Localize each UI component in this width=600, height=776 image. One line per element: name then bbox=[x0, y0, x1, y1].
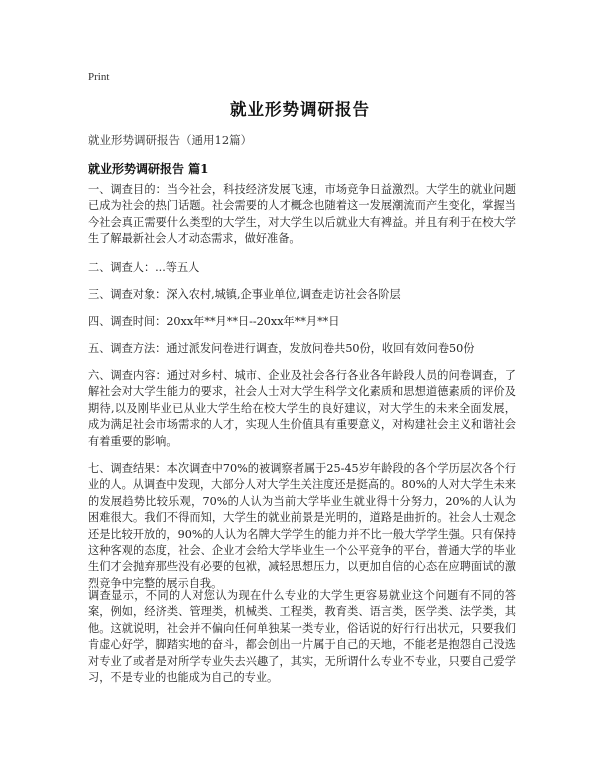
page-title: 就业形势调研报告 bbox=[230, 100, 370, 119]
paragraph-method: 五、调查方法：通过派发问卷进行调查，发放问卷共50份，收回有效问卷50份 bbox=[88, 342, 475, 355]
paragraph-time: 四、调查时间：20xx年**月**日--20xx年**月**日 bbox=[88, 315, 340, 328]
section-heading: 就业形势调研报告 篇1 bbox=[88, 162, 209, 176]
paragraph-purpose: 一、调查目的：当今社会，科技经济发展飞速，市场竞争日益激烈。大学生的就业问题已成为社会的热门话题。社会需要的人才概念也随着这一发展潮流而产生变化，掌握当今社会真正需要什么类型的大学生，对大学生以后就业大有裨益。并且有利于在校大学生了解最新社会人才动态需求，做好准备。 bbox=[88, 183, 516, 246]
subtitle: 就业形势调研报告（通用12篇） bbox=[88, 133, 253, 147]
paragraph-content: 六、调查内容：通过对乡村、城市、企业及社会各行各业各年龄段人员的问卷调查，了解社会对大学生能力的要求，社会人士对大学生科学文化素质和思想道德素质的评价及期待,以及刚毕业已从业大学生给在校大学生的良好建议，对大学生的未来全面发展，成为满足社会市场需求的人才，实现人生价值具有重要意义，对构建社会主义和谐社会有着重要的影响。 bbox=[88, 369, 516, 448]
paragraph-results: 七、调查结果：本次调查中70%的被调察者属于25-45岁年龄段的各个学历层次各个行业的人。从调查中发现，大部分人对大学生关注度还是挺高的。80%的人对大学生未来的发展趋势比较乐观，70%的人认为当前大学毕业生就业得十分努力，20%的人认为困难很大。我们不得而知，大学生的就业前景是光明的，道路是曲折的。社会人士观念还是比较开放的，90%的人认为名牌大学学生的能力并不比一般大学学生强。只有保持这种客观的态度，社会、企业才会给大学毕业生一个公平竞争的平台，普通大学的毕业生们才会抛弃那些没有必要的包袱，减轻思想压力，以更加自信的心态在应聘面试的激烈竞争中完整的展示自我。 bbox=[88, 462, 516, 590]
paragraph-survey-findings: 调查显示，不同的人对您认为现在什么专业的大学生更容易就业这个问题有不同的答案，例如，经济类、管理类，机械类、工程类，教育类、语言类，医学类、法学类，其他。这就说明，社会并不偏向任何单独某一类专业，俗话说的好行行出状元，只要我们肯虚心好学，脚踏实地的奋斗，都会创出一片属于自己的天地，不能老是抱怨自己没选对专业了或者是对所学专业失去兴趣了，其实，无所谓什么专业不专业，只要自己爱学习，不是专业的也能成为自己的专业。 bbox=[88, 589, 516, 685]
paragraph-subjects: 三、调查对象：深入农村,城镇,企事业单位,调查走访社会各阶层 bbox=[88, 288, 401, 301]
print-label[interactable]: Print bbox=[88, 71, 110, 83]
paragraph-investigators: 二、调查人：...等五人 bbox=[88, 261, 200, 274]
